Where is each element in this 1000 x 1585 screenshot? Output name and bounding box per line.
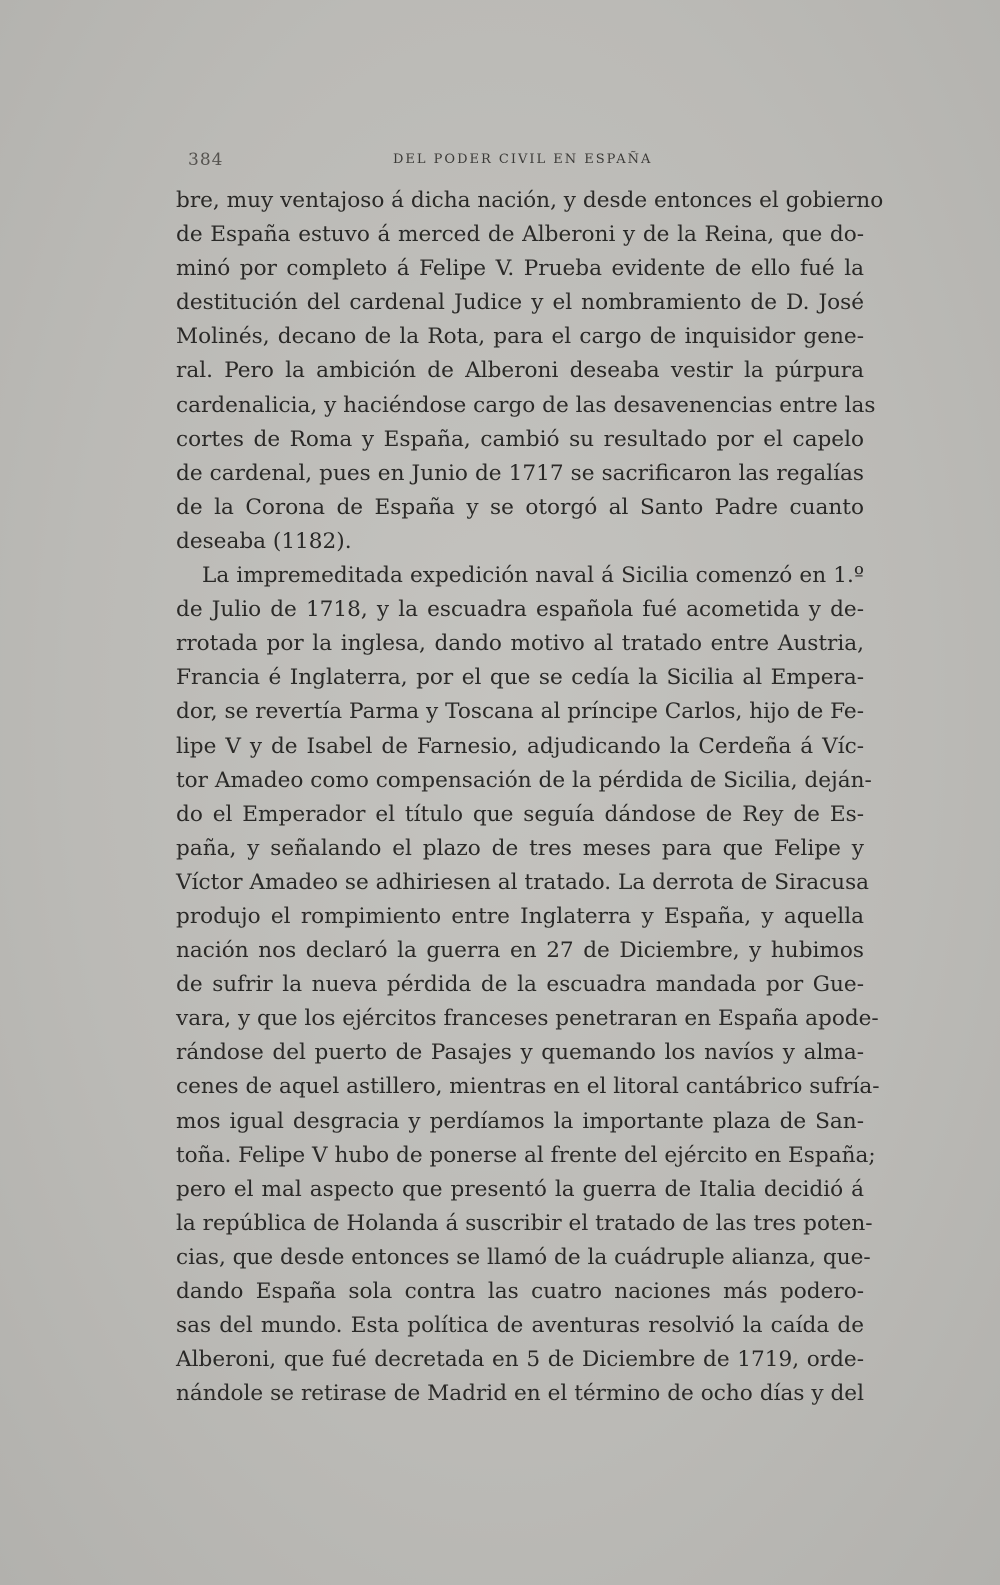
text-line: de cardenal, pues en Junio de 1717 se sacrificaron las regalías — [176, 460, 864, 486]
text-line: de España estuvo á merced de Alberoni y de la Reina, que do- — [176, 222, 864, 248]
text-line: ral. Pero la ambición de Alberoni deseaba vestir la púrpura — [176, 358, 864, 384]
text-line: cias, que desde entonces se llamó de la cuádruple alianza, que- — [176, 1244, 871, 1270]
text-line: Molinés, decano de la Rota, para el cargo de inquisidor gene- — [176, 324, 864, 350]
text-line: paña, y señalando el plazo de tres meses para que Felipe y — [176, 835, 864, 861]
text-line: rrotada por la inglesa, dando motivo al tratado entre Austria, — [176, 631, 864, 657]
text-line: destitución del cardenal Judice y el nombramiento de D. José — [176, 290, 864, 316]
text-line: cenes de aquel astillero, mientras en el litoral cantábrico sufría- — [176, 1074, 880, 1100]
text-line: dando España sola contra las cuatro naciones más podero- — [176, 1279, 864, 1304]
text-line: pero el mal aspecto que presentó la guerra de Italia decidió á — [176, 1176, 864, 1202]
text-line: La impremeditada expedición naval á Sicilia comenzó en 1.º — [202, 563, 864, 589]
text-line: Alberoni, que fué decretada en 5 de Diciembre de 1719, orde- — [176, 1347, 864, 1373]
text-line: rándose del puerto de Pasajes y quemando los navíos y alma- — [176, 1040, 864, 1066]
text-line: de Julio de 1718, y la escuadra española fué acometida y de- — [176, 597, 864, 623]
text-line: de sufrir la nueva pérdida de la escuadra mandada por Gue- — [176, 972, 864, 998]
text-line: toña. Felipe V hubo de ponerse al frente del ejército en España; — [176, 1142, 876, 1168]
text-line: Francia é Inglaterra, por el que se cedía la Sicilia al Empera- — [176, 665, 864, 691]
text-line: vara, y que los ejércitos franceses penetraran en España apode- — [176, 1006, 879, 1032]
text-line: nándole se retirase de Madrid en el término de ocho días y del — [176, 1381, 864, 1407]
page-header — [188, 150, 868, 174]
text-line: mos igual desgracia y perdíamos la importante plaza de San- — [176, 1108, 864, 1134]
text-line: tor Amadeo como compensación de la pérdida de Sicilia, deján- — [176, 767, 872, 793]
text-line: deseaba (1182). — [176, 528, 352, 554]
body-text — [176, 184, 884, 1411]
running-head: DEL PODER CIVIL EN ESPAÑA — [393, 152, 653, 167]
text-line: dor, se revertía Parma y Toscana al príncipe Carlos, hijo de Fe- — [176, 699, 864, 725]
text-line: do el Emperador el título que seguía dándose de Rey de Es- — [176, 801, 864, 827]
text-line: la república de Holanda á suscribir el tratado de las tres poten- — [176, 1210, 873, 1236]
text-line: de la Corona de España y se otorgó al Santo Padre cuanto — [176, 494, 864, 520]
text-line: nación nos declaró la guerra en 27 de Diciembre, y hubimos — [176, 938, 864, 964]
text-line: cardenalicia, y haciéndose cargo de las desavenencias entre las — [176, 392, 876, 418]
text-line: lipe V y de Isabel de Farnesio, adjudicando la Cerdeña á Víc- — [176, 733, 864, 759]
text-line: cortes de Roma y España, cambió su resultado por el capelo — [176, 426, 864, 452]
text-line: sas del mundo. Esta política de aventuras resolvió la caída de — [176, 1313, 864, 1339]
text-line: Víctor Amadeo se adhiriesen al tratado. La derrota de Siracusa — [176, 869, 870, 895]
text-line: minó por completo á Felipe V. Prueba evidente de ello fué la — [176, 256, 864, 282]
text-line: bre, muy ventajoso á dicha nación, y desde entonces el gobierno — [176, 188, 884, 213]
page-number: 384 — [188, 150, 224, 170]
text-line: produjo el rompimiento entre Inglaterra y España, y aquella — [176, 903, 864, 929]
